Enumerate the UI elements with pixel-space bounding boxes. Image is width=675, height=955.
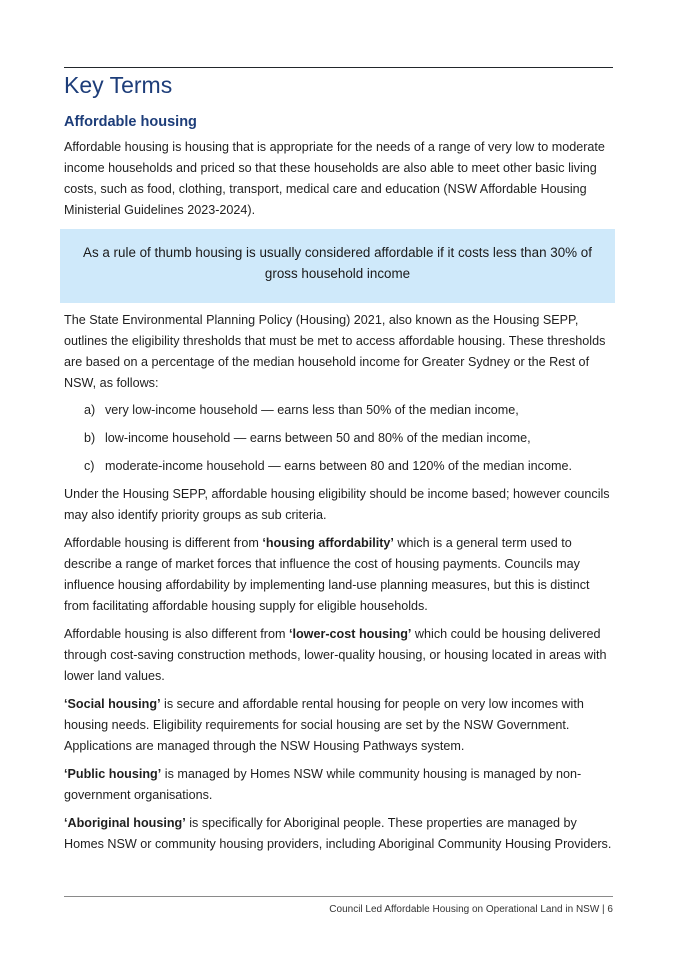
social-housing-text: is secure and affordable rental housing for people on very low incomes with housing needs. Eligibility requirements for social housing are set by the NSW Government. Applications are managed through the NSW Housing Pathways system.: [64, 697, 584, 753]
list-item-text: moderate-income household — earns between 80 and 120% of the median income.: [105, 459, 572, 473]
sepp-text: , also known as the Housing SEPP, outlines the eligibility thresholds that must be met to access affordable housing. These thresholds are based on a percentage of the median household income for Greater Sydney or the Rest of NSW, as follows:: [64, 313, 606, 390]
list-item-text: very low-income household — earns less than 50% of the median income,: [105, 403, 519, 417]
top-divider: [64, 67, 613, 68]
social-housing-paragraph: [64, 694, 613, 757]
affordability-paragraph: [64, 533, 613, 617]
list-item: [64, 456, 613, 484]
lower-cost-before: Affordable housing is also different from: [64, 627, 289, 641]
affordability-term: ‘housing affordability’: [262, 536, 394, 550]
income-thresholds-list: [64, 400, 613, 484]
public-housing-term: ‘Public housing’: [64, 767, 162, 781]
list-marker: b): [84, 431, 96, 445]
aboriginal-housing-paragraph: [64, 813, 613, 855]
lower-cost-after: which could be housing delivered through cost-saving construction methods, lower-quality housing, or housing located in areas with lower land values.: [64, 627, 607, 683]
sepp-term: The State Environmental Planning Policy (Housing) 2021: [64, 313, 382, 327]
list-item: [64, 428, 613, 456]
page-title: Key Terms: [64, 72, 173, 98]
affordability-after: which is a general term used to describe a range of market forces that influence the cost of housing payments. Councils may influence housing affordability by implementing land-use planning measures, but this is distinct from facilitating affordable housing supply for eligible households.: [64, 536, 590, 613]
social-housing-term: ‘Social housing’: [64, 697, 161, 711]
page-footer: Council Led Affordable Housing on Operational Land in NSW | 6: [329, 904, 613, 915]
callout-box: [60, 229, 615, 303]
list-marker: c): [84, 459, 95, 473]
list-item: [64, 400, 613, 428]
list-marker: a): [84, 403, 96, 417]
callout-text: As a rule of thumb housing is usually considered affordable if it costs less than 30% of gross household income: [83, 245, 592, 281]
section-heading: Affordable housing: [64, 114, 197, 130]
lower-cost-paragraph: [64, 624, 613, 687]
affordability-before: Affordable housing is different from: [64, 536, 263, 550]
public-housing-paragraph: [64, 764, 613, 806]
public-housing-text: is managed by Homes NSW while community housing is managed by non-government organisations.: [64, 767, 582, 802]
lower-cost-term: ‘lower-cost housing’: [288, 627, 412, 641]
aboriginal-housing-term: ‘Aboriginal housing’: [64, 816, 186, 830]
aboriginal-housing-text: is specifically for Aboriginal people. These properties are managed by Homes NSW or community housing providers, including Aboriginal Community Housing Providers.: [64, 816, 612, 851]
sepp-paragraph: [64, 310, 613, 394]
intro-paragraph: Affordable housing is housing that is appropriate for the needs of a range of very low to moderate income households and priced so that these households are also able to meet other basic living costs, such as food, clothing, transport, medical care and education (NSW Affordable Housing Ministerial Guidelines 2023-2024).: [64, 140, 605, 217]
list-item-text: low-income household — earns between 50 and 80% of the median income,: [105, 431, 531, 445]
footer-divider: [64, 896, 613, 897]
eligibility-paragraph: Under the Housing SEPP, affordable housing eligibility should be income based; however councils may also identify priority groups as sub criteria.: [64, 487, 610, 522]
